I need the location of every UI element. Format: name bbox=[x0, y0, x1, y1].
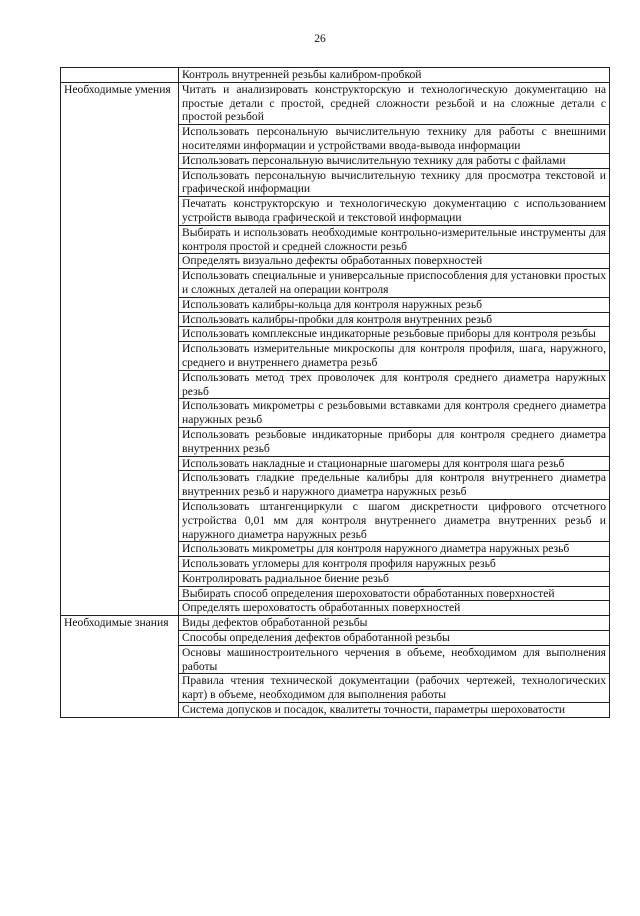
section-item: Определять шероховатость обработанных поверхностей bbox=[179, 601, 610, 616]
section-item: Использовать микрометры для контроля наружного диаметра наружных резьб bbox=[179, 542, 610, 557]
section-item: Печатать конструкторскую и технологическую документацию с использованием устройств вывода графической и текстовой информации bbox=[179, 197, 610, 226]
section-item: Использовать метод трех проволочек для контроля среднего диаметра наружных резьб bbox=[179, 370, 610, 399]
table-row bbox=[61, 616, 610, 631]
section-label: Необходимые знания bbox=[61, 616, 179, 718]
section-item: Использовать калибры-пробки для контроля внутренних резьб bbox=[179, 312, 610, 327]
section-item: Использовать угломеры для контроля профиля наружных резьб bbox=[179, 557, 610, 572]
section-label: Необходимые умения bbox=[61, 82, 179, 615]
section-item: Система допусков и посадок, квалитеты точности, параметры шероховатости bbox=[179, 703, 610, 718]
section-item: Использовать гладкие предельные калибры для контроля внутреннего диаметра внутренних резьб и наружного диаметра наружных резьб bbox=[179, 471, 610, 500]
section-item: Использовать персональную вычислительную технику для работы с файлами bbox=[179, 153, 610, 168]
section-item: Использовать накладные и стационарные шагомеры для контроля шага резьб bbox=[179, 456, 610, 471]
page-number: 26 bbox=[314, 33, 326, 45]
section-item: Читать и анализировать конструкторскую и технологическую документацию на простые детали с простой, средней сложности резьбой и на сложные детали с простой резьбой bbox=[179, 82, 610, 124]
section-item: Использовать резьбовые индикаторные приборы для контроля среднего диаметра внутренних резьб bbox=[179, 427, 610, 456]
section-item: Использовать комплексные индикаторные резьбовые приборы для контроля резьбы bbox=[179, 327, 610, 342]
section-label bbox=[61, 68, 179, 83]
section-item: Использовать микрометры с резьбовыми вставками для контроля среднего диаметра наружных резьб bbox=[179, 399, 610, 428]
section-item: Использовать специальные и универсальные приспособления для установки простых и сложных деталей на операции контроля bbox=[179, 269, 610, 298]
table-row bbox=[61, 68, 610, 83]
requirements-table-body bbox=[61, 68, 610, 718]
section-item: Виды дефектов обработанной резьбы bbox=[179, 616, 610, 631]
section-item: Использовать персональную вычислительную технику для просмотра текстовой и графической информации bbox=[179, 168, 610, 197]
table-row bbox=[61, 82, 610, 124]
section-item: Правила чтения технической документации (рабочих чертежей, технологических карт) в объеме, необходимом для выполнения работы bbox=[179, 674, 610, 703]
section-item: Использовать измерительные микроскопы для контроля профиля, шага, наружного, среднего и внутреннего диаметра резьб bbox=[179, 342, 610, 371]
section-item: Использовать персональную вычислительную технику для работы с внешними носителями информации и устройствами ввода-вывода информации bbox=[179, 125, 610, 154]
section-item: Определять визуально дефекты обработанных поверхностей bbox=[179, 254, 610, 269]
section-item: Контролировать радиальное биение резьб bbox=[179, 571, 610, 586]
section-item: Выбирать и использовать необходимые контрольно-измерительные инструменты для контроля простой и средней сложности резьб bbox=[179, 225, 610, 254]
section-item: Использовать штангенциркули с шагом дискретности цифрового отсчетного устройства 0,01 мм для контроля внутреннего диаметра внутренних резьб и наружного диаметра наружных резьб bbox=[179, 499, 610, 541]
section-item: Основы машиностроительного черчения в объеме, необходимом для выполнения работы bbox=[179, 645, 610, 674]
section-item: Способы определения дефектов обработанной резьбы bbox=[179, 631, 610, 646]
requirements-table bbox=[60, 67, 610, 718]
section-item: Контроль внутренней резьбы калибром-пробкой bbox=[179, 68, 610, 83]
section-item: Использовать калибры-кольца для контроля наружных резьб bbox=[179, 297, 610, 312]
section-item: Выбирать способ определения шероховатости обработанных поверхностей bbox=[179, 586, 610, 601]
